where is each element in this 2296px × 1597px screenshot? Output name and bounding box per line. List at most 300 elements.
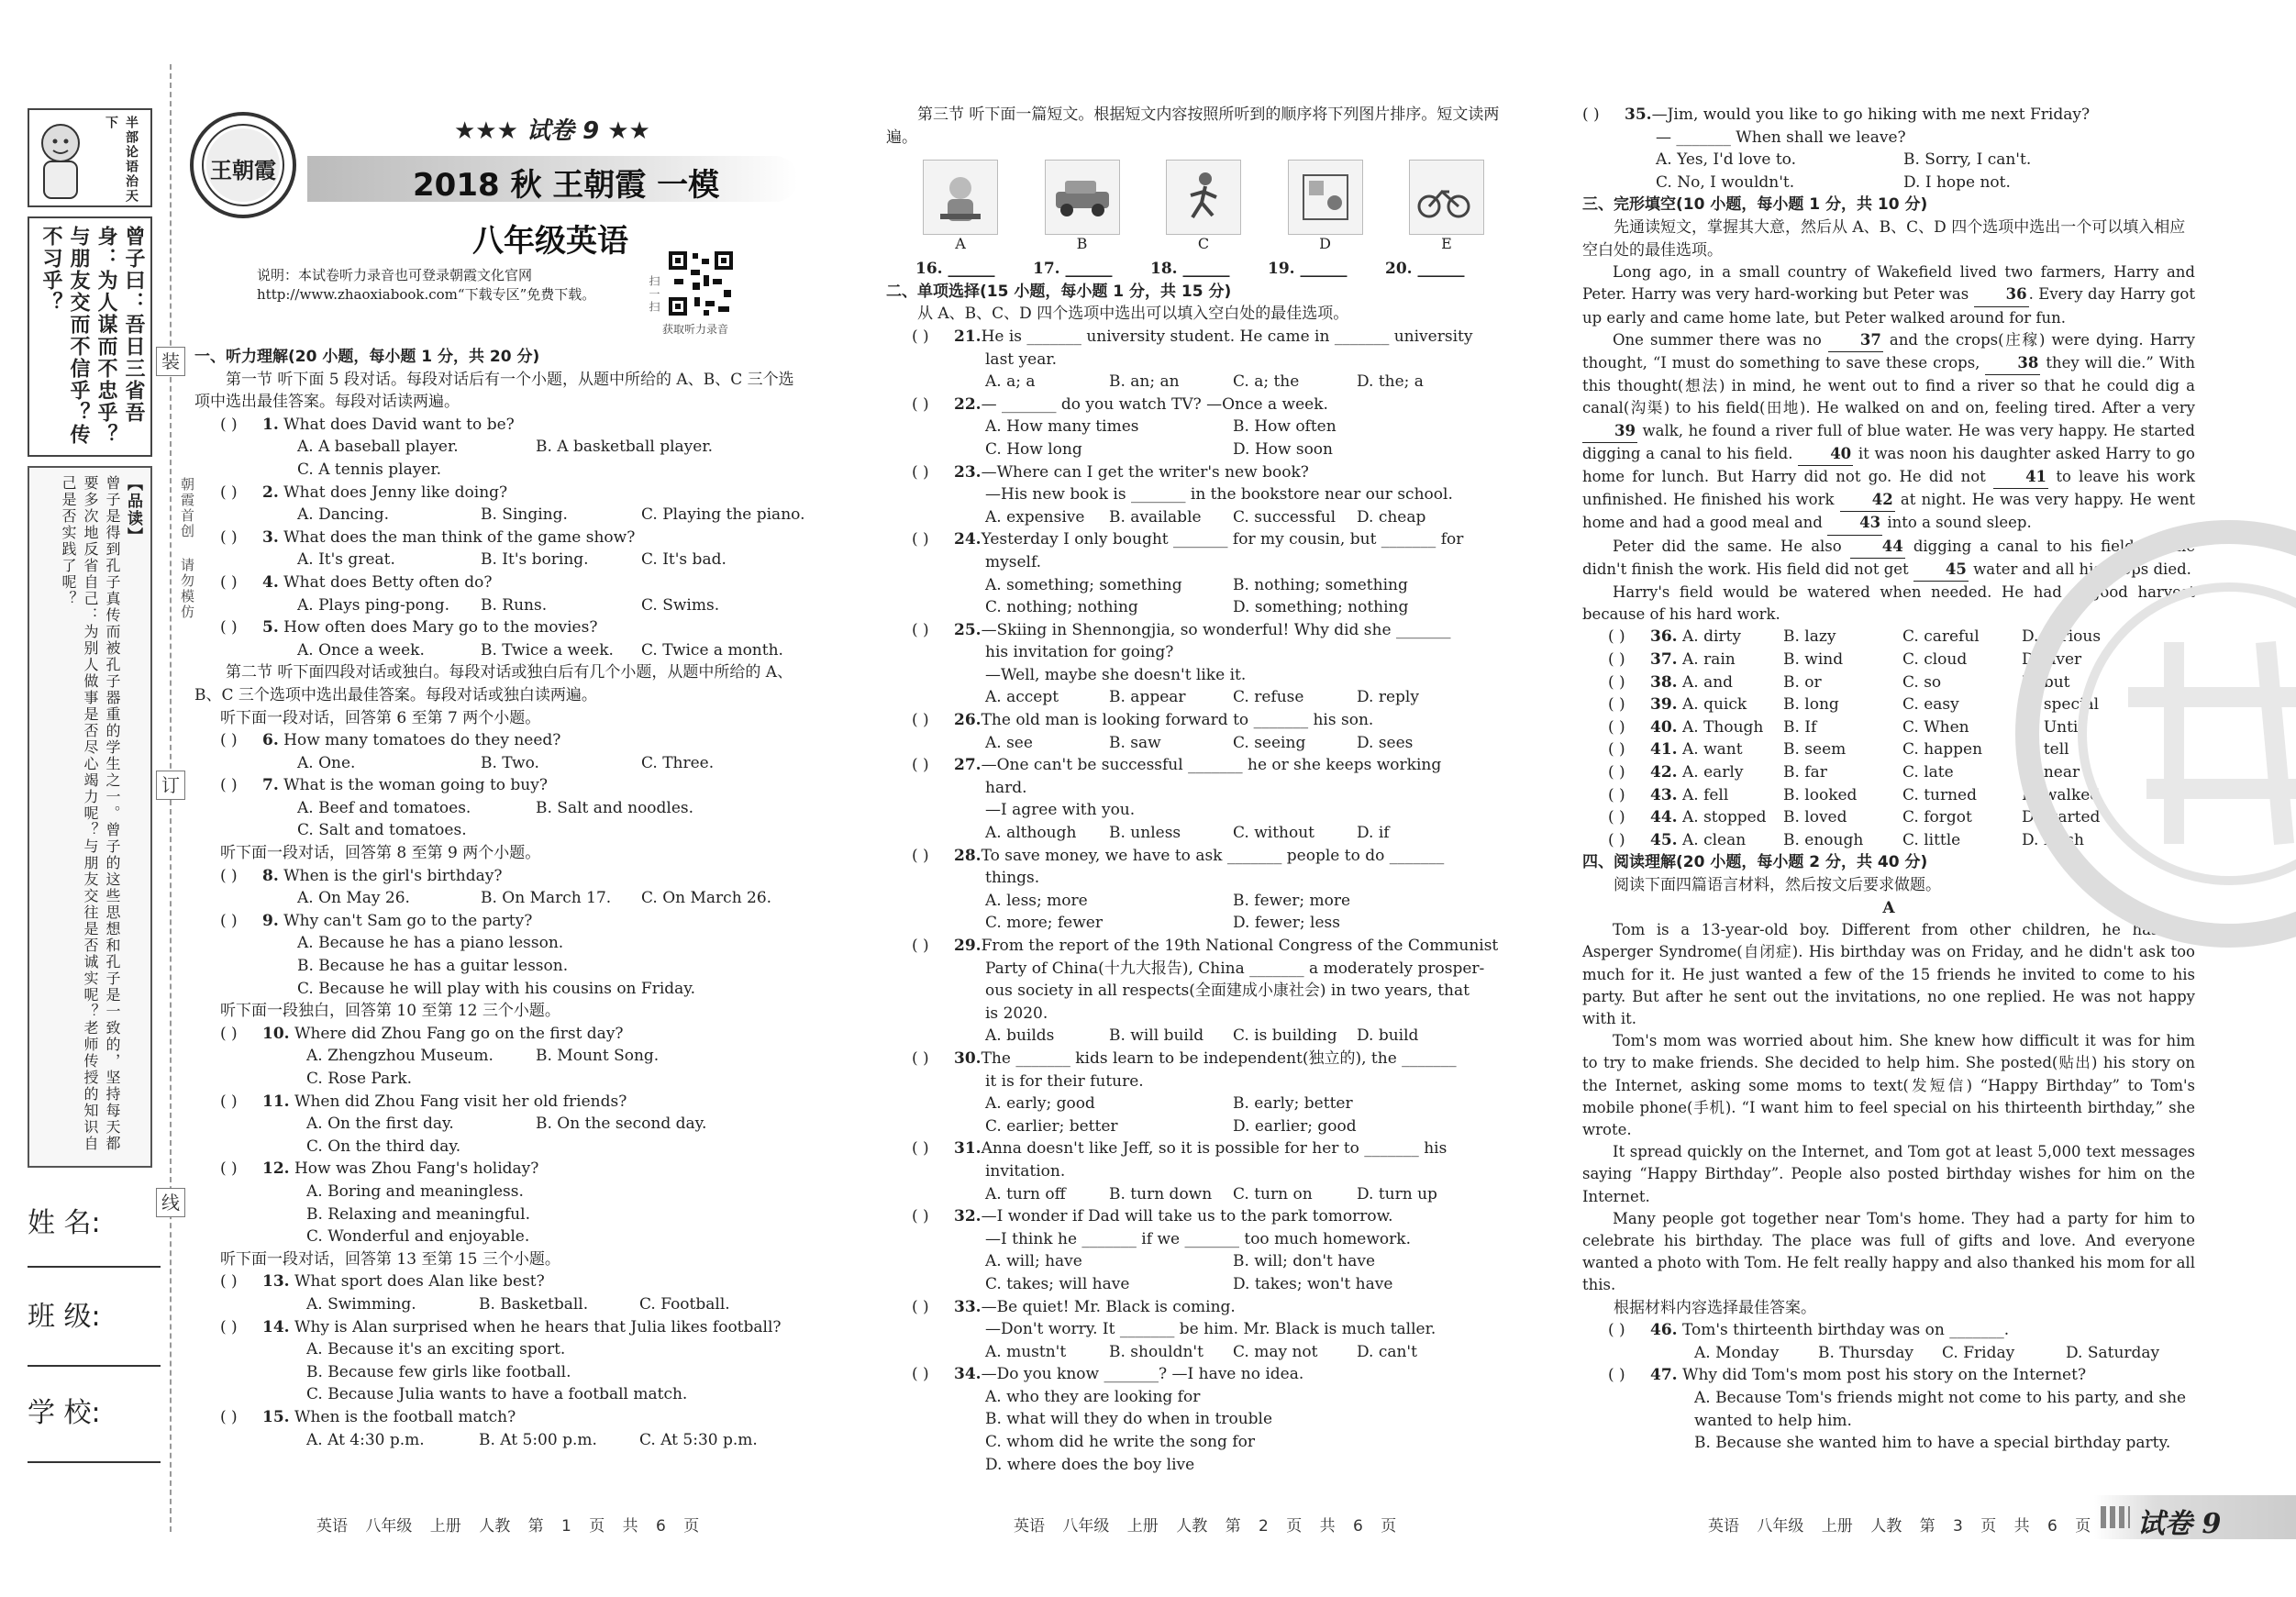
option[interactable]: C. No, I wouldn't. <box>1656 172 1795 192</box>
option[interactable]: A. accept <box>985 688 1059 707</box>
option[interactable]: B. or <box>1782 672 1822 692</box>
blank-num: 16. <box>915 260 943 279</box>
answer-blank[interactable]: ( ) <box>912 530 929 549</box>
option[interactable]: B. On March 17. <box>481 889 612 908</box>
option[interactable]: B. seem <box>1782 740 1847 760</box>
options-row <box>886 1115 1503 1138</box>
option[interactable]: C. turn on <box>1233 1184 1313 1203</box>
q-stem: To save money, we have to ask _______ people to do _______ <box>981 846 1445 865</box>
answer-blank[interactable]: ( ) <box>912 756 929 775</box>
option[interactable]: A. How many times <box>985 417 1139 437</box>
answer-blank[interactable]: ( ) <box>220 482 238 502</box>
option[interactable]: B. will build <box>1109 1026 1204 1046</box>
option[interactable]: B. wind <box>1782 650 1844 669</box>
option[interactable]: C. Friday <box>1942 1343 2015 1362</box>
option[interactable]: B. Mount Song. <box>536 1047 660 1066</box>
option[interactable]: A. early <box>1681 762 1744 782</box>
option[interactable]: B. loved <box>1782 808 1847 827</box>
option[interactable]: B. looked <box>1782 785 1858 804</box>
option[interactable]: C. Football. <box>639 1294 730 1314</box>
option-12a[interactable]: A. Boring and meaningless. <box>306 1181 524 1201</box>
q-stem: How often does Mary go to the movies? <box>283 618 598 638</box>
pindu-text: 曾子是得到孔子真传而被孔子器重的学生之一。曾子的这些思想和孔子是一致的，坚持每天都要多次地反省自己：为别人做事是否尽心竭力呢？与朋友交往是否诚实呢？老师传授的知识自己是否实践了呢？ <box>60 475 121 1152</box>
answer-blank[interactable]: ( ) <box>1608 1321 1625 1340</box>
option[interactable]: A. want <box>1681 740 1743 760</box>
answer-blank[interactable]: ( ) <box>1608 1366 1625 1385</box>
answer-blank[interactable]: ( ) <box>220 527 238 547</box>
question-line <box>886 1228 1503 1251</box>
answer-blank[interactable]: ( ) <box>220 776 238 795</box>
answer-blank[interactable]: ( ) <box>912 394 929 414</box>
option[interactable]: B. shouldn't <box>1109 1342 1203 1361</box>
option[interactable]: C. successful <box>1233 507 1337 527</box>
question-33 <box>886 1296 1503 1319</box>
footer-page-3: 英语 八年级 上册 人教 第 3 页 共 6 页 <box>1708 1517 2091 1536</box>
answer-blank[interactable]: ( ) <box>220 572 238 592</box>
option[interactable]: C. At 5:30 p.m. <box>639 1430 758 1449</box>
cloze-text: One summer there was no <box>1613 330 1828 349</box>
q-num: 28. <box>954 846 982 865</box>
option[interactable]: A. mustn't <box>985 1342 1067 1361</box>
q-num: 23. <box>954 462 982 482</box>
option[interactable]: A. On the first day. <box>306 1115 454 1134</box>
option[interactable]: B. far <box>1782 762 1827 782</box>
q-stem: He is _______ university student. He came in _______ university <box>981 327 1473 346</box>
qr-code-icon[interactable] <box>667 250 735 317</box>
option[interactable]: B. an; an <box>1109 372 1180 392</box>
q-num: 45. <box>1650 830 1678 849</box>
option[interactable]: A. early; good <box>985 1094 1095 1114</box>
option[interactable]: C. refuse <box>1233 688 1304 707</box>
order-blank-19[interactable]: 19. ______ <box>1268 260 1348 279</box>
option[interactable]: B. On the second day. <box>536 1115 707 1134</box>
answer-blank[interactable]: ( ) <box>220 1407 238 1426</box>
option[interactable]: A. and <box>1681 672 1734 692</box>
option[interactable]: D. near <box>2021 762 2080 782</box>
options-row <box>886 822 1503 845</box>
cloze-blank[interactable]: 44 <box>1850 536 1905 559</box>
option[interactable]: A. Yes, I'd love to. <box>1656 150 1797 170</box>
column-2 <box>886 104 1503 1476</box>
passage-paragraph: Tom is a 13-year-old boy. Different from other children, he has the Asperger Syndrome(自闭症). His birthday was on Friday, and he didn't ask too much for it. He just wanted a few of the 15 friends he invited to come to his party. But after he sent out the invitations, no one replied. He was not happy with it. <box>1582 921 2195 1027</box>
option[interactable]: C. earlier; better <box>985 1116 1118 1136</box>
option[interactable]: B. will; don't have <box>1233 1252 1376 1271</box>
option[interactable]: B. A basketball player. <box>536 438 713 457</box>
cloze-blank[interactable]: 38 <box>1985 352 2040 375</box>
option[interactable]: B. Runs. <box>481 595 548 615</box>
answer-blank[interactable]: ( ) <box>912 1365 929 1384</box>
q-num: 37. <box>1650 650 1678 669</box>
option[interactable]: A. rain <box>1681 650 1736 669</box>
option[interactable]: A. builds <box>985 1026 1055 1046</box>
question-14 <box>194 1316 809 1339</box>
option[interactable]: D. build <box>1357 1026 1419 1046</box>
option[interactable]: D. special <box>2021 695 2100 715</box>
option[interactable]: C. Rose Park. <box>306 1070 413 1088</box>
option[interactable]: A. turn off <box>985 1184 1066 1203</box>
option[interactable]: D. if <box>1357 824 1390 843</box>
option[interactable]: C. more; fewer <box>985 914 1103 933</box>
option[interactable]: C. Twice a month. <box>641 640 783 660</box>
option[interactable]: C. On March 26. <box>641 889 772 908</box>
option[interactable]: D. sees <box>1357 733 1414 752</box>
option[interactable]: B. nothing; something <box>1233 575 1408 594</box>
option[interactable]: C. nothing; nothing <box>985 598 1138 617</box>
option[interactable]: A. A baseball player. <box>297 438 459 457</box>
q-num: 46. <box>1650 1321 1678 1340</box>
option[interactable]: A. Because Tom's friends might not come to his party, and she wanted to help him. <box>1694 1388 2187 1430</box>
answer-blank[interactable]: ( ) <box>1582 105 1600 124</box>
q-stem: The old man is looking forward to _______ his son. <box>981 711 1374 730</box>
option[interactable]: D. where does the boy live <box>985 1455 1195 1474</box>
option[interactable]: B. fewer; more <box>1233 891 1351 910</box>
answer-blank[interactable]: ( ) <box>1608 808 1625 827</box>
answer-blank[interactable]: ( ) <box>912 711 929 730</box>
option[interactable]: D. something; nothing <box>1233 598 1409 617</box>
q-num: 26. <box>954 711 982 730</box>
q-num: 40. <box>1650 717 1678 737</box>
option[interactable]: D. earlier; good <box>1233 1116 1357 1136</box>
options-6 <box>194 752 809 775</box>
answer-blank[interactable]: ( ) <box>220 866 238 885</box>
option[interactable]: B. Singing. <box>481 505 568 525</box>
option[interactable]: B. Thursday <box>1818 1343 1914 1362</box>
cloze-text: Peter did the same. He also <box>1613 537 1850 555</box>
option[interactable]: A. It's great. <box>297 550 395 570</box>
option[interactable]: D. turn up <box>1357 1184 1437 1203</box>
option[interactable]: D. can't <box>1357 1342 1417 1361</box>
option[interactable]: A. Plays ping-pong. <box>297 595 450 615</box>
q-stem: hard. <box>985 778 1027 797</box>
order-blank-16[interactable]: 16. ______ <box>915 260 995 279</box>
q-stem: From the report of the 19th National Congress of the Communist <box>981 937 1499 955</box>
option[interactable]: B. early; better <box>1233 1094 1353 1114</box>
option[interactable]: D. tell <box>2021 740 2069 760</box>
option[interactable]: C. Swims. <box>641 595 720 615</box>
picture-label: E <box>1441 235 1452 253</box>
option[interactable]: B. How often <box>1233 417 1337 437</box>
option[interactable]: A. dirty <box>1681 627 1741 647</box>
cloze-blank[interactable]: 37 <box>1828 329 1883 352</box>
options-row <box>886 890 1503 913</box>
option-14a[interactable]: A. Because it's an exciting sport. <box>306 1340 566 1359</box>
passage-a-label: A <box>1882 898 1895 917</box>
option[interactable]: C. without <box>1233 824 1314 843</box>
answer-blank[interactable]: ( ) <box>1608 830 1625 849</box>
cloze-blank[interactable]: 40 <box>1798 443 1853 466</box>
option[interactable]: B. Because she wanted him to have a special birthday party. <box>1694 1434 2171 1453</box>
option[interactable]: C. How long <box>985 439 1082 459</box>
option[interactable]: B. At 5:00 p.m. <box>479 1430 597 1449</box>
option-9c[interactable]: C. Because he will play with his cousins on Friday. <box>297 979 696 998</box>
q-stem: — _______ When shall we leave? <box>1656 128 1906 147</box>
answer-blank[interactable]: ( ) <box>1608 785 1625 804</box>
option-14c[interactable]: C. Because Julia wants to have a football match. <box>306 1385 688 1404</box>
option[interactable]: C. takes; will have <box>985 1274 1130 1293</box>
answer-blank[interactable]: ( ) <box>1608 762 1625 782</box>
option[interactable]: A. At 4:30 p.m. <box>306 1430 425 1449</box>
option[interactable]: C. easy <box>1902 695 1959 715</box>
cloze-blank[interactable]: 42 <box>1840 489 1895 512</box>
q-stem: is 2020. <box>985 1004 1048 1023</box>
option-12b[interactable]: B. Relaxing and meaningful. <box>306 1204 530 1224</box>
answer-blank[interactable]: ( ) <box>220 415 238 434</box>
answer-blank[interactable]: ( ) <box>220 911 238 930</box>
options-row <box>1582 172 2195 194</box>
option[interactable]: B. It's boring. <box>481 550 589 570</box>
cloze-blank[interactable]: 36 <box>1974 283 2029 306</box>
question-24 <box>886 528 1503 551</box>
cloze-text: . Every day Harry got up early and came home late, but Peter walked around for fun. <box>1582 285 2195 327</box>
option[interactable]: D. How soon <box>1233 439 1333 459</box>
cloze-blank[interactable]: 43 <box>1827 512 1882 535</box>
answer-blank[interactable]: ( ) <box>912 846 929 865</box>
option[interactable]: A. fell <box>1681 785 1729 804</box>
option[interactable]: B. Twice a week. <box>481 640 614 660</box>
option[interactable]: C. On the third day. <box>306 1137 461 1156</box>
answer-blank[interactable]: ( ) <box>912 1139 929 1159</box>
option[interactable]: D. Until <box>2021 717 2083 737</box>
q-num: 11. <box>262 1092 290 1111</box>
part1-intro: 第一节 听下面 5 段对话。每段对话后有一个小题，从题中所给的 A、B、C 三个选项中选出最佳答案。每段对话读两遍。 <box>194 370 794 412</box>
q-stem: myself. <box>985 552 1042 571</box>
answer-blank[interactable]: ( ) <box>220 618 238 638</box>
name-field[interactable] <box>28 1266 161 1268</box>
option-14b[interactable]: B. Because few girls like football. <box>306 1362 571 1381</box>
answer-blank[interactable]: ( ) <box>1608 740 1625 760</box>
option[interactable]: B. saw <box>1109 733 1161 752</box>
option[interactable]: A. On May 26. <box>297 889 410 908</box>
option[interactable]: C. whom did he write the song for <box>985 1433 1255 1452</box>
option[interactable]: C. Playing the piano. <box>641 505 805 525</box>
option[interactable]: D. cheap <box>1357 507 1426 527</box>
question-1 <box>194 414 809 437</box>
question-line <box>886 777 1503 800</box>
option[interactable]: B. If <box>1782 717 1817 737</box>
cloze-text: and the crops(庄稼) were dying. Harry thought, “I must do something to save these crops, <box>1582 330 2196 372</box>
question-6 <box>194 729 809 752</box>
option[interactable]: C. may not <box>1233 1342 1318 1361</box>
q-stem: —Be quiet! Mr. Black is coming. <box>981 1297 1236 1316</box>
option[interactable]: A. less; more <box>985 891 1088 910</box>
option[interactable]: B. enough <box>1782 830 1864 849</box>
answer-blank[interactable]: ( ) <box>220 1272 238 1292</box>
option[interactable]: A. One. <box>297 753 356 772</box>
option[interactable]: C. is building <box>1233 1026 1337 1046</box>
order-blank-17[interactable]: 17. ______ <box>1033 260 1113 279</box>
option[interactable]: C. cloud <box>1902 650 1968 669</box>
answer-blank[interactable]: ( ) <box>912 1297 929 1316</box>
question-47 <box>1582 1364 2195 1387</box>
answer-blank[interactable]: ( ) <box>1608 717 1625 737</box>
option[interactable]: A. Zhengzhou Museum. <box>306 1047 494 1066</box>
option[interactable]: A. quick <box>1681 695 1747 715</box>
answer-blank[interactable]: ( ) <box>220 1317 238 1336</box>
question-line <box>886 483 1503 506</box>
column-1 <box>194 346 809 1451</box>
option[interactable]: C. little <box>1902 830 1961 849</box>
option[interactable]: B. turn down <box>1109 1184 1213 1203</box>
answer-blank[interactable]: ( ) <box>912 462 929 482</box>
group-intro: 听下面一段对话，回答第 6 至第 7 两个小题。 <box>220 708 541 727</box>
answer-blank[interactable]: ( ) <box>912 937 929 955</box>
bikes-icon <box>1409 160 1484 235</box>
answer-blank[interactable]: ( ) <box>912 1048 929 1068</box>
option[interactable]: C. When <box>1902 717 1969 737</box>
option[interactable]: A. who they are looking for <box>985 1387 1201 1406</box>
option[interactable]: D. reply <box>1357 688 1419 707</box>
answer-blank[interactable]: ( ) <box>220 1024 238 1043</box>
option[interactable]: A. although <box>985 824 1077 843</box>
answer-blank[interactable]: ( ) <box>220 731 238 750</box>
q-stem: Tom's thirteenth birthday was on _______. <box>1681 1321 2010 1340</box>
option[interactable]: C. A tennis player. <box>297 460 442 479</box>
cloze-text: Harry's field would be watered when needed. He had a good harvest because of his hard work. <box>1582 583 2195 624</box>
option-12c[interactable]: C. Wonderful and enjoyable. <box>306 1227 530 1247</box>
q-stem: invitation. <box>985 1161 1066 1181</box>
option[interactable]: C. so <box>1902 672 1942 692</box>
option[interactable]: D. serious <box>2021 627 2102 647</box>
question-4 <box>194 571 809 594</box>
option[interactable]: C. forgot <box>1902 808 1972 827</box>
q-num: 3. <box>262 527 279 547</box>
answer-blank[interactable]: ( ) <box>1608 650 1625 669</box>
option[interactable]: C. seeing <box>1233 733 1306 752</box>
option[interactable]: B. lazy <box>1782 627 1836 647</box>
corner-label: 试卷 9 <box>2137 1508 2222 1540</box>
option[interactable]: B. Sorry, I can't. <box>1903 150 2032 170</box>
option[interactable]: C. Salt and tomatoes. <box>297 821 467 840</box>
q-stem: Party of China(十九大报告), China _______ a moderately prosper- <box>985 959 1485 978</box>
answer-blank[interactable]: ( ) <box>1608 627 1625 647</box>
options-row <box>886 506 1503 529</box>
part2-intro: 第二节 听下面四段对话或独白。每段对话或独白后有几个小题，从题中所给的 A、B、C 三个选项中选出最佳答案。每段对话或独白读两遍。 <box>194 663 793 704</box>
option[interactable]: B. appear <box>1109 688 1186 707</box>
options-row <box>886 596 1503 619</box>
q-stem: What does David want to be? <box>283 415 515 434</box>
option[interactable]: D. river <box>2021 650 2082 669</box>
option[interactable]: C. turned <box>1902 785 1977 804</box>
answer-blank[interactable]: ( ) <box>912 1207 929 1226</box>
question-10 <box>194 1023 809 1046</box>
q-num: 35. <box>1625 105 1652 124</box>
question-27 <box>886 754 1503 777</box>
q-num: 22. <box>954 394 982 414</box>
order-blank-20[interactable]: 20. ______ <box>1385 260 1465 279</box>
question-2 <box>194 482 809 505</box>
option[interactable]: C. late <box>1902 762 1954 782</box>
option[interactable]: B. Basketball. <box>479 1294 589 1314</box>
passage-paragraph: It spread quickly on the Internet, and Tom got at least 5,000 text messages saying “Happy Birthday”. People also posted birthday wishes for him on the Internet. <box>1582 1143 2195 1205</box>
class-field[interactable] <box>28 1365 161 1367</box>
answer-blank[interactable]: ( ) <box>220 1092 238 1111</box>
option-9a[interactable]: A. Because he has a piano lesson. <box>297 934 564 953</box>
option[interactable]: A. Dancing. <box>297 505 389 525</box>
option[interactable]: B. what will they do when in trouble <box>985 1410 1273 1429</box>
q-num: 8. <box>262 866 279 885</box>
q-stem: —Skiing in Shennongjia, so wonderful! Why did she _______ <box>981 620 1451 639</box>
order-blank-18[interactable]: 18. ______ <box>1150 260 1230 279</box>
option[interactable]: D. I hope not. <box>1903 172 2011 192</box>
option[interactable]: D. Saturday <box>2066 1343 2160 1362</box>
option[interactable]: B. available <box>1109 507 1202 527</box>
option[interactable]: A. expensive <box>985 507 1085 527</box>
option[interactable]: A. something; something <box>985 575 1182 594</box>
option[interactable]: A. Though <box>1681 717 1764 737</box>
option[interactable]: B. long <box>1782 695 1839 715</box>
option[interactable]: D. fresh <box>2021 830 2084 849</box>
options-row <box>886 1092 1503 1115</box>
answer-blank[interactable]: ( ) <box>912 327 929 346</box>
option[interactable]: A. stopped <box>1681 808 1767 827</box>
question-line <box>886 551 1503 574</box>
cloze-blank[interactable]: 45 <box>1913 559 1969 582</box>
q-num: 39. <box>1650 695 1678 715</box>
picture-label: C <box>1197 235 1210 253</box>
options-15 <box>194 1429 809 1452</box>
q-num: 34. <box>954 1365 982 1384</box>
option[interactable]: C. Three. <box>641 753 715 772</box>
school-field[interactable] <box>28 1461 161 1463</box>
option[interactable]: A. see <box>985 733 1033 752</box>
option[interactable]: A. Swimming. <box>306 1294 416 1314</box>
question-line <box>886 980 1503 1003</box>
binding-strip <box>28 108 152 1168</box>
options-10 <box>194 1045 809 1068</box>
option[interactable]: A. a; a <box>985 372 1036 392</box>
option[interactable]: A. clean <box>1681 830 1747 849</box>
option[interactable]: A. Monday <box>1694 1343 1780 1362</box>
option[interactable]: A. Beef and tomatoes. <box>297 798 471 817</box>
option[interactable]: B. Two. <box>481 753 539 772</box>
q-stem: How was Zhou Fang's holiday? <box>294 1159 539 1179</box>
question-8 <box>194 865 809 888</box>
cloze-blank[interactable]: 39 <box>1582 420 1637 443</box>
option[interactable]: D. walked <box>2021 785 2101 804</box>
option[interactable]: C. It's bad. <box>641 550 727 570</box>
option[interactable]: D. takes; won't have <box>1233 1274 1393 1293</box>
cloze-blank[interactable]: 41 <box>1993 466 2048 489</box>
options-3 <box>194 549 809 571</box>
q-stem: —His new book is _______ in the bookstore near our school. <box>985 485 1453 505</box>
picture-d <box>1288 160 1363 252</box>
question-22 <box>886 394 1503 416</box>
option[interactable]: D. started <box>2021 808 2101 827</box>
q-stem: —I think he _______ if we _______ too much homework. <box>985 1229 1411 1248</box>
runner-icon <box>1166 160 1241 235</box>
class-label: 班 级: <box>28 1301 101 1333</box>
option[interactable]: A. Once a week. <box>297 640 425 660</box>
question-11 <box>194 1091 809 1114</box>
option[interactable]: B. unless <box>1109 824 1181 843</box>
school-label: 学 校: <box>28 1397 101 1429</box>
option[interactable]: D. fewer; less <box>1233 914 1340 933</box>
option[interactable]: D. but <box>2021 672 2070 692</box>
answer-blank[interactable]: ( ) <box>1608 672 1625 692</box>
option[interactable]: B. Salt and noodles. <box>536 798 694 817</box>
options-8 <box>194 887 809 910</box>
answer-blank[interactable]: ( ) <box>1608 695 1625 715</box>
option[interactable]: C. happen <box>1902 740 1983 760</box>
question-12 <box>194 1158 809 1181</box>
option[interactable]: C. a; the <box>1233 372 1300 392</box>
option-9b[interactable]: B. Because he has a guitar lesson. <box>297 957 569 976</box>
option[interactable]: A. will; have <box>985 1252 1082 1271</box>
answer-blank[interactable]: ( ) <box>220 1159 238 1179</box>
option[interactable]: C. careful <box>1902 627 1980 647</box>
answer-blank[interactable]: ( ) <box>912 620 929 639</box>
option[interactable]: D. the; a <box>1357 372 1424 392</box>
